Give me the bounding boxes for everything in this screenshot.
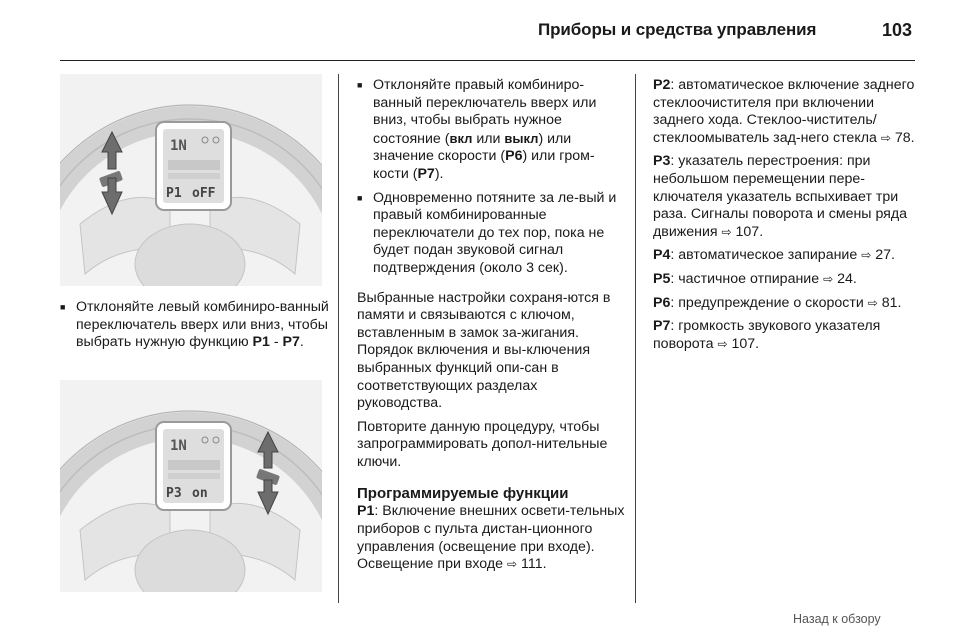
steering-wheel-illustration-1 xyxy=(60,74,322,286)
display-top-text: 1N xyxy=(170,438,187,454)
page-title: Приборы и средства управления xyxy=(538,20,817,39)
section-heading: Программируемые функции xyxy=(357,485,569,503)
column-3-text xyxy=(653,77,915,353)
display-right-text: oFF xyxy=(192,186,216,201)
bullet-both-switches: ■ Одновременно потяните за ле-вый и правый комбинированные переключатели до тех пор, пока не будет подан звуковой сигнал подтверждения (около 3 сек). xyxy=(357,190,625,278)
page-number: 103 xyxy=(882,20,913,40)
bullet-right-switch: ■ Отклоняйте правый комбиниро-ванный переключатель вверх или вниз, чтобы выбрать нужное состояние (вкл или выкл) или значение скорости (P6) или гром-кости (P7). xyxy=(357,77,625,184)
page-reference-link[interactable]: 107. xyxy=(735,223,764,240)
bullet-left-switch: ■ Отклоняйте левый комбиниро-ванный переключатель вверх или вниз, чтобы выбрать нужную функцию P1 - P7. xyxy=(60,299,330,352)
column-1-text xyxy=(60,299,330,352)
function-p1: P1: Включение внешних освети-тельных приборов с пульта дистан-ционного управления (освещение при входе). Освещение при входе ⇨ 111. xyxy=(357,503,625,573)
column-divider-2 xyxy=(635,74,636,603)
display-left-text: P3 xyxy=(166,486,182,501)
page-reference-link[interactable]: 107. xyxy=(731,335,760,352)
function-p3: P3: указатель перестроения: при небольшом перемещении пере-ключателя указатель вспыхивает три раза. Сигналы поворота и смены ряда движения ⇨ 107. xyxy=(653,153,908,240)
page-reference-icon: ⇨ xyxy=(880,130,891,145)
page-reference-link[interactable]: 111. xyxy=(521,556,547,573)
function-p6: P6: предупреждение о скорости ⇨ 81. xyxy=(653,294,902,311)
function-p2: P2: автоматическое включение заднего стеклоочистителя при включении заднего хода. Стеклоо-чиститель/стеклоомыватель зад-него стекла ⇨ 78. xyxy=(653,77,915,146)
function-p7: P7: громкость звукового указателя поворота ⇨ 107. xyxy=(653,318,881,352)
page-reference-icon: ⇨ xyxy=(507,557,518,572)
back-to-overview-link[interactable]: Назад к обзору xyxy=(793,612,881,626)
paragraph-repeat: Повторите данную процедуру, чтобы запрограммировать допол-нительные ключи. xyxy=(357,418,608,470)
page-reference-link[interactable]: 27. xyxy=(875,247,895,264)
display-top-text: 1N xyxy=(170,138,187,154)
page-reference-icon: ⇨ xyxy=(721,224,732,239)
page-reference-icon: ⇨ xyxy=(823,271,834,286)
steering-wheel-illustration-2 xyxy=(60,380,322,592)
display-left-text: P1 xyxy=(166,186,182,201)
page-reference-link[interactable]: 78. xyxy=(894,129,915,146)
column-2-text xyxy=(357,77,625,574)
header-divider xyxy=(60,60,915,61)
page-reference-icon: ⇨ xyxy=(861,248,872,263)
display-right-text: on xyxy=(192,486,208,501)
page-reference-icon: ⇨ xyxy=(717,336,728,351)
page-reference-link[interactable]: 24. xyxy=(837,270,857,287)
page-reference-icon: ⇨ xyxy=(867,295,878,310)
page-reference-link[interactable]: 81. xyxy=(881,294,902,311)
function-p5: P5: частичное отпирание ⇨ 24. xyxy=(653,270,857,287)
column-divider-1 xyxy=(338,74,339,603)
paragraph-settings-saved: Выбранные настройки сохраня-ются в памяти и связываются с ключом, вставленным в замок за-жигания. Порядок включения и вы-ключения выбранных функций опи-сан в соответствующих разделах руководства. xyxy=(357,289,611,412)
function-p4: P4: автоматическое запирание ⇨ 27. xyxy=(653,247,895,264)
